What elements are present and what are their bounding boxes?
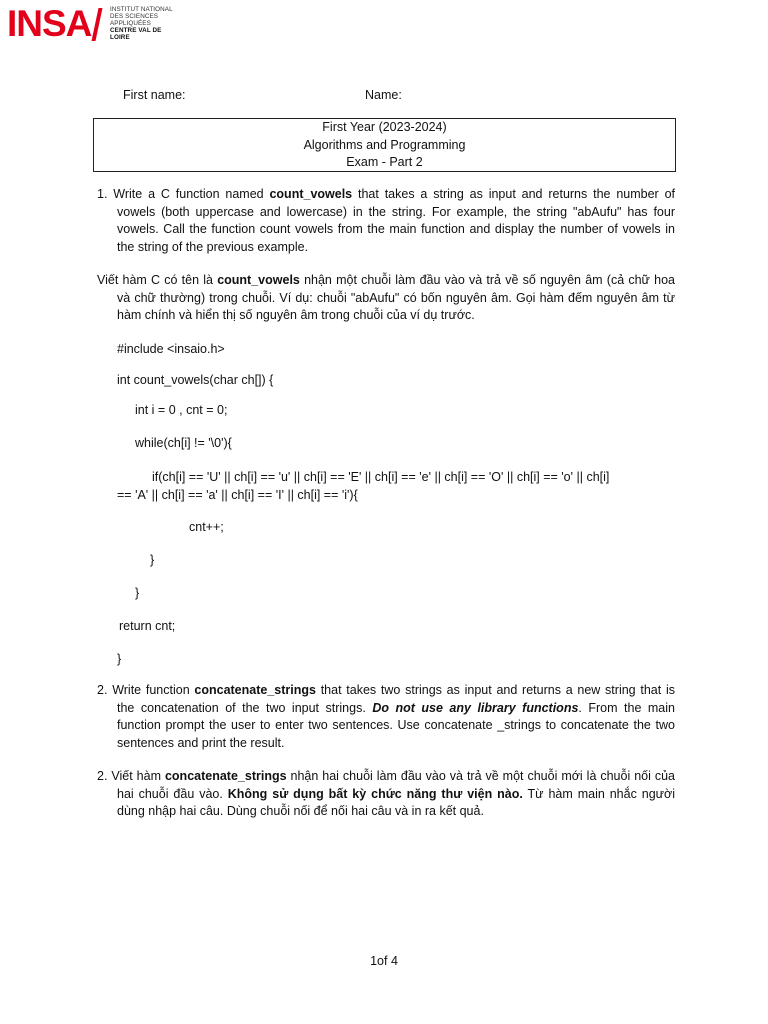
exam-course: Algorithms and Programming: [303, 137, 466, 152]
insa-logo: [7, 3, 182, 44]
question-text: Write a C function named: [113, 187, 270, 201]
student-identity-row: [123, 88, 623, 104]
question-text: Viết hàm: [111, 769, 165, 783]
first-name-label: First name:: [123, 88, 186, 102]
logo-institution-text: [110, 7, 182, 42]
question-number: 1.: [97, 187, 108, 201]
logo-line: APPLIQUÉES: [110, 19, 151, 27]
question-text: Từ hàm main nhắc người dùng nhập hai câu. Dùng chuỗi nối để nối hai câu và in ra kết quả.: [117, 786, 675, 819]
code-line: cnt++;: [189, 520, 224, 534]
emphasis-text: Do not use any library functions: [372, 700, 579, 715]
name-label: Name:: [365, 88, 402, 102]
code-line: while(ch[i] != '\0'){: [135, 436, 232, 450]
function-name: count_vowels: [269, 187, 353, 201]
question-text: that takes a string as input and returns the number of vowels (both uppercase and lowercase) in the string. For example, the string "abAufu" has four vowels. Call the function count vowels from the main function and display the number of vowels in the string of the previous example.: [117, 187, 675, 255]
code-line: int count_vowels(char ch[]) {: [117, 373, 274, 387]
question-text: nhận một chuỗi làm đầu vào và trả về số nguyên âm (cả chữ hoa và chữ thường) trong chuỗi. Ví dụ: chuỗi "abAufu" có bốn nguyên âm. Gọi hàm đếm nguyên âm từ hàm chính và hiển thị số nguyên âm trong chuỗi của ví dụ trước.: [117, 273, 675, 323]
code-line: }: [150, 553, 155, 567]
function-name: count_vowels: [217, 273, 300, 287]
code-line: #include <insaio.h>: [117, 342, 225, 356]
question-1-english: [97, 186, 675, 257]
question-text: that takes two strings as input and returns a new string that is the concatenation of the two input strings.: [117, 683, 675, 715]
code-line: }: [117, 652, 122, 666]
exam-year: First Year (2023-2024): [322, 120, 447, 134]
question-number: 2.: [97, 683, 108, 697]
code-line: return cnt;: [119, 619, 176, 633]
code-line: }: [135, 586, 140, 600]
exam-part: Exam - Part 2: [346, 155, 423, 169]
question-text: Write function: [112, 683, 195, 697]
question-number: 2.: [97, 769, 108, 783]
emphasis-text: Không sử dụng bất kỳ chức năng thư viện nào.: [227, 786, 523, 801]
logo-red-bar: [91, 8, 102, 41]
function-name: concatenate_strings: [164, 769, 287, 783]
code-line: == 'A' || ch[i] == 'a' || ch[i] == 'I' || ch[i] == 'i'){: [117, 488, 358, 502]
logo-line: DES SCIENCES: [110, 12, 159, 20]
question-text: nhận hai chuỗi làm đầu vào và trả về một chuỗi mới là chuỗi nối của hai chuỗi đầu vào.: [117, 769, 675, 801]
function-name: concatenate_strings: [194, 683, 316, 697]
code-line: if(ch[i] == 'U' || ch[i] == 'u' || ch[i] == 'E' || ch[i] == 'e' || ch[i] == 'O' || ch[i] == 'o' || ch[i]: [152, 470, 610, 484]
logo-line: CENTRE VAL DE LOIRE: [110, 26, 162, 41]
code-line: int i = 0 , cnt = 0;: [135, 403, 228, 417]
logo-brand: INSA: [7, 3, 92, 44]
page-number: 1of 4: [370, 954, 398, 968]
question-text: . From the main function prompt the user to enter two sentences. Use concatenate _strings to concatenate the two sentences and print the result.: [117, 700, 675, 751]
question-2-vietnamese: [97, 768, 675, 821]
exam-title-box: [93, 118, 676, 172]
question-1-vietnamese: [97, 272, 675, 325]
logo-line: INSTITUT NATIONAL: [110, 6, 173, 13]
question-text: Viết hàm C có tên là: [97, 273, 218, 287]
question-2-english: [97, 682, 675, 753]
